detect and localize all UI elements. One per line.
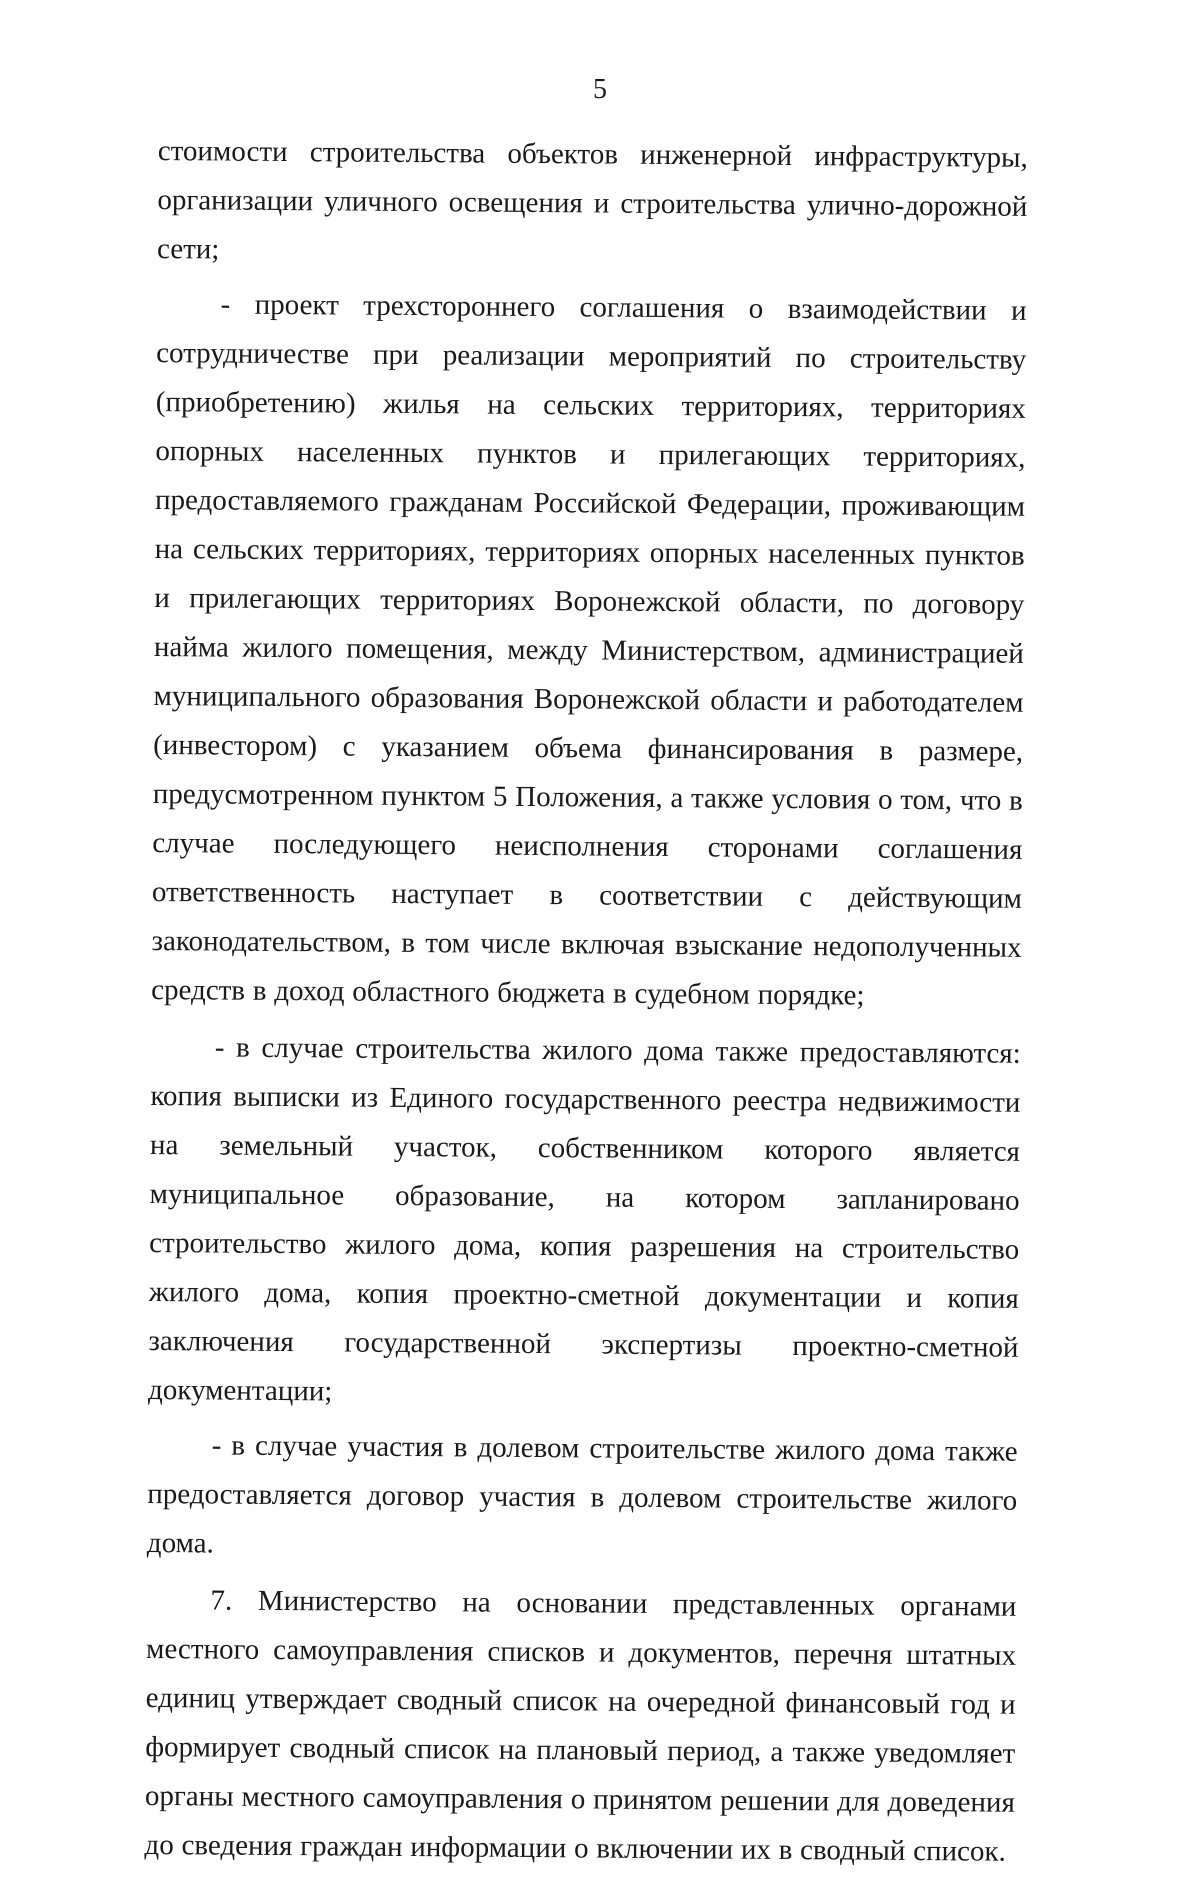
paragraph-ministry-decision: 7. Министерство на основании представленных органами местного самоуправления списков и документов, перечня штатных единиц утверждает сводный список на очередной финансовый год и формирует сводный список на плановый период, а также уведомляет органы местного самоуправления о принятом решении для доведения до сведения граждан информации о включении их в сводный список. <box>144 1584 1017 1868</box>
paragraph-shared-construction: - в случае участия в долевом строительстве жилого дома также предоставляется договор участия в долевом строительстве жилого дома. <box>146 1429 1018 1560</box>
page-number: 5 <box>593 74 607 105</box>
paragraph-tripartite-agreement: - проект трехстороннего соглашения о взаимодействии и сотрудничестве при реализации мероприятий по строительству (приобретению) жилья на сельских территориях, территориях опорных населенных пунктов и прилегающих территориях, предоставляемого гражданам Российской Федерации, проживающим на сельских территориях, территориях опорных населенных пунктов и прилегающих территориях Воронежской области, по договору найма жилого помещения, между Министерством, администрацией муниципального образования Воронежской области и работодателем (инвестором) с указанием объема финансирования в размере, предусмотренном пунктом 5 Положения, а также условия о том, что в случае последующего неисполнения сторонами соглашения ответственность наступает в соответствии с действующим законодательством, в том числе включая взыскание недополученных средств в доход областного бюджета в судебном порядке; <box>151 288 1027 1012</box>
paragraph-infrastructure-costs: стоимости строительства объектов инженерной инфраструктуры, организации уличного освещения и строительства улично-дорожной сети; <box>156 134 1028 266</box>
paragraph-house-construction: - в случае строительства жилого дома также предоставляются: копия выписки из Единого государственного реестра недвижимости на земельный участок, собственником которого является муниципальное образование, на котором запланировано строительство жилого дома, копия разрешения на строительство жилого дома, копия проектно-сметной документации и копия заключения государственной экспертизы проектно-сметной документации; <box>147 1031 1021 1408</box>
document-body <box>144 127 1028 1877</box>
